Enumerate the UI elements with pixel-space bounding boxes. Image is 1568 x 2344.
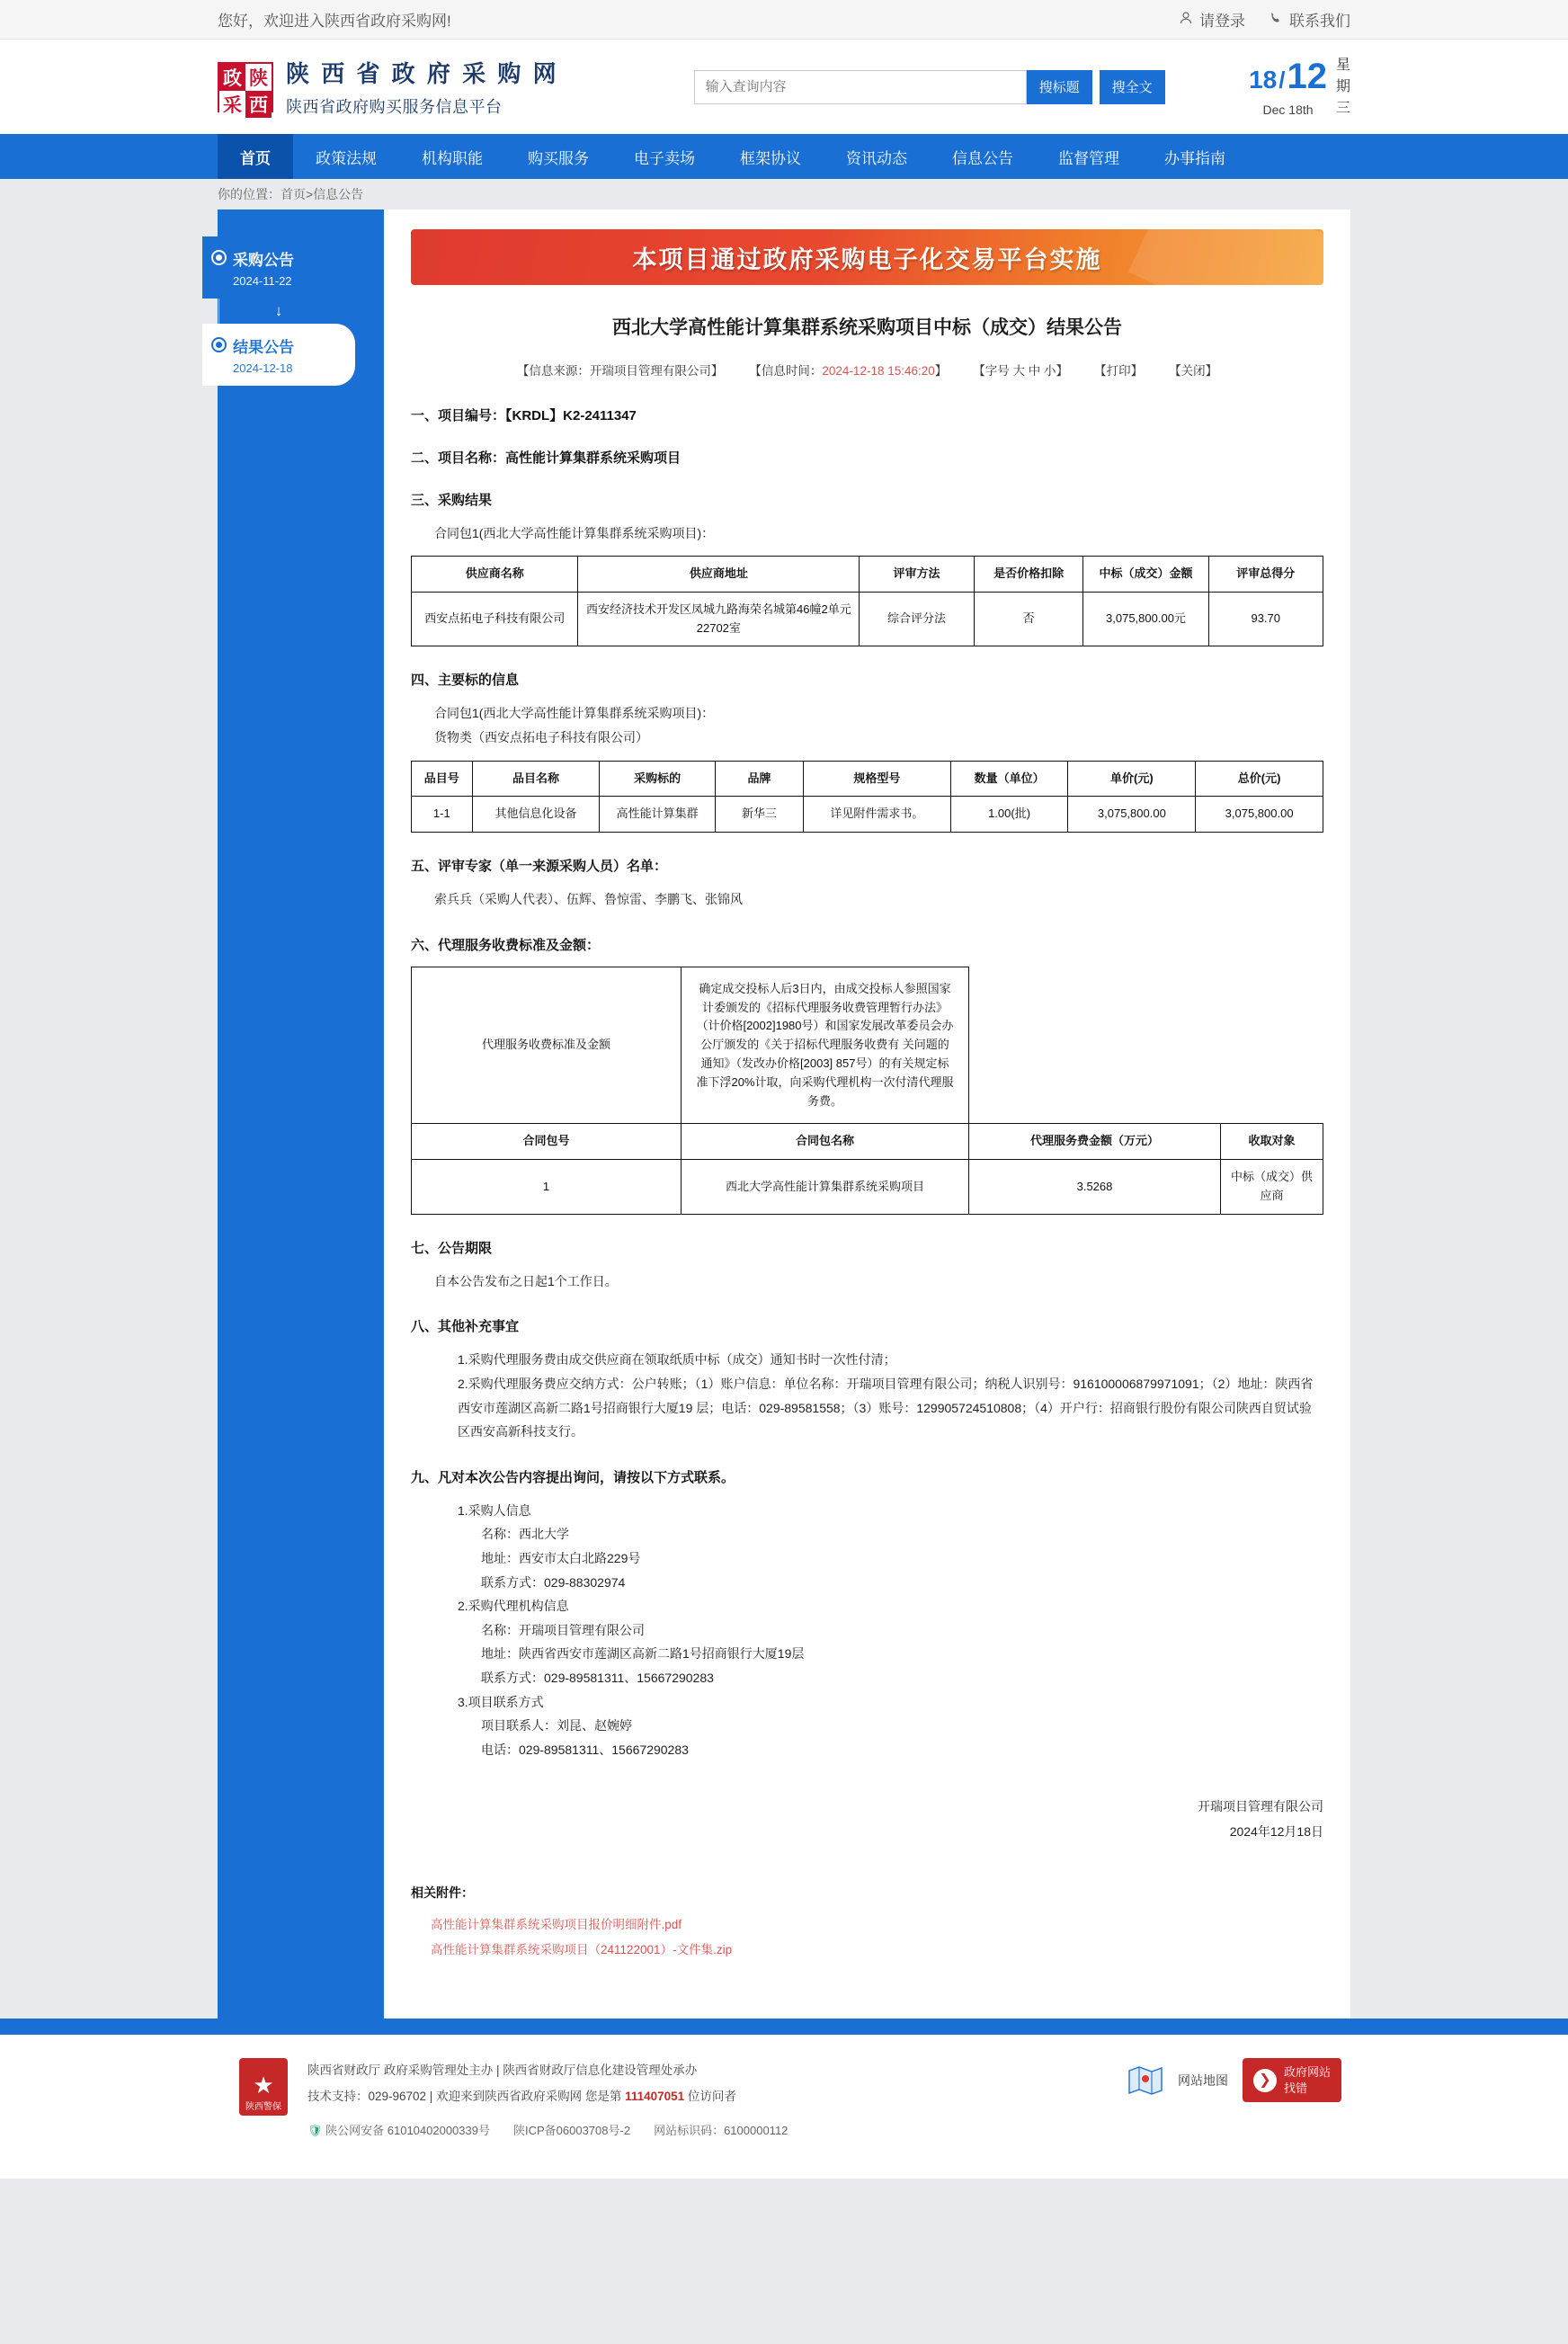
gov-badge-line1: 政府网站 — [1283, 2065, 1331, 2080]
banner-text: 本项目通过政府采购电子化交易平台实施 — [632, 245, 1102, 274]
police-record-label: 陕公网安备 61010402000339号 — [325, 2124, 490, 2138]
weekday-char-1: 星 — [1335, 57, 1350, 73]
footer-divider — [0, 2019, 1568, 2035]
section-other-matters: 八、其他补充事宜 — [411, 1319, 520, 1335]
td-total-score: 93.70 — [1208, 592, 1323, 646]
result-table — [411, 556, 1323, 646]
th-total-score: 评审总得分 — [1208, 557, 1323, 593]
breadcrumb-separator: > — [306, 187, 314, 201]
signature-company: 开瑞项目管理有限公司 — [1198, 1799, 1323, 1814]
date-english: Dec 18th — [1262, 102, 1314, 117]
td-item-name: 其他信息化设备 — [472, 797, 600, 833]
section-agency-fee: 六、代理服务收费标准及金额： — [411, 937, 601, 953]
sidebar-item-title: 采购公告 — [233, 252, 294, 269]
item-category-line: 货物类（西安点拓电子科技有限公司） — [434, 730, 648, 745]
section-result: 三、采购结果 — [411, 492, 493, 508]
font-size-control[interactable]: 【字号 大 中 小】 — [973, 363, 1069, 378]
th-fee-amount: 代理服务费金额（万元） — [969, 1124, 1221, 1160]
attachments-list — [411, 1914, 1323, 1957]
platform-banner — [411, 229, 1323, 285]
td-fee-text: 确定成交投标人后3日内，由成交投标人参照国家计委颁发的《招标代理服务收费管理暂行办法》（计价格[2002]1980号）和国家发展改革委员会办公厅颁发的《关于招标代理服务收费有 关问题的通知》（发改办价格[2003] 857号）的有关规定标准下浮20%计取，向采购代理机构一次付清代理服务费。 — [682, 967, 969, 1124]
td-package-no: 1 — [412, 1160, 682, 1215]
contact-purchaser-tel: 联系方式：029-88302974 — [481, 1574, 626, 1590]
td-fee-amount: 3.5268 — [969, 1160, 1221, 1215]
sidebar-item-result-notice[interactable] — [202, 324, 355, 386]
th-supplier-address: 供应商地址 — [578, 557, 860, 593]
weekday-char-3: 三 — [1335, 100, 1350, 116]
section-notice-period: 七、公告期限 — [411, 1240, 493, 1256]
table-row — [412, 967, 1323, 1124]
nav-item-framework[interactable]: 框架协议 — [740, 149, 801, 167]
logo-char-4: 西 — [245, 91, 272, 118]
meta-source-end: 】 — [710, 363, 724, 378]
table-header-row — [412, 761, 1323, 797]
icp-link[interactable]: 陕ICP备06003708号-2 — [512, 2124, 631, 2138]
article-content — [384, 209, 1350, 2019]
td-fee-label: 代理服务收费标准及金额 — [412, 967, 682, 1124]
td-package-name: 西北大学高性能计算集群系统采购项目 — [682, 1160, 969, 1215]
login-label: 请登录 — [1199, 13, 1245, 30]
th-quantity: 数量（单位） — [950, 761, 1068, 797]
nav-item-functions[interactable]: 机构职能 — [422, 149, 483, 167]
contact-link[interactable] — [1269, 8, 1350, 31]
police-shield-icon: ★ 陕西警保 — [239, 2058, 288, 2116]
site-name: 陕 西 省 政 府 采 购 网 — [286, 60, 559, 87]
attachment-link-zip[interactable]: 高性能计算集群系统采购项目（241122001）-文件集.zip — [431, 1943, 733, 1957]
login-link[interactable] — [1179, 8, 1245, 31]
section-contact: 九、凡对本次公告内容提出询问，请按以下方式联系。 — [411, 1469, 735, 1485]
footer-support-prefix: 技术支持：029-96702 | 欢迎来到陕西省政府采购网 您是第 — [307, 2089, 626, 2103]
table-row — [412, 797, 1323, 833]
date-slash: / — [1278, 67, 1286, 94]
contact-purchaser-address: 地址：西安市太白北路229号 — [481, 1550, 641, 1565]
close-button[interactable]: 【关闭】 — [1169, 363, 1218, 378]
search-input[interactable] — [694, 70, 1027, 104]
result-package-line: 合同包1(西北大学高性能计算集群系统采购项目)： — [434, 525, 715, 540]
meta-time-label: 【信息时间： — [749, 363, 823, 378]
attachment-link-pdf[interactable]: 高性能计算集群系统采购项目报价明细附件.pdf — [431, 1918, 682, 1932]
item-package-line: 合同包1(西北大学高性能计算集群系统采购项目)： — [434, 706, 715, 721]
logo-char-3: 采 — [219, 91, 245, 118]
td-brand: 新华三 — [715, 797, 803, 833]
police-badge-label: 陕西警保 — [245, 2102, 281, 2113]
expert-names: 索兵兵（采购人代表）、伍辉、鲁惊雷、李鹏飞、张锦风 — [434, 892, 743, 907]
meta-source-label: 【信息来源： — [516, 363, 590, 378]
th-model: 规格型号 — [804, 761, 951, 797]
attachments-title: 相关附件： — [411, 1885, 474, 1901]
contact-label: 联系我们 — [1289, 13, 1350, 30]
td-unit-price: 3,075,800.00 — [1068, 797, 1196, 833]
date-widget — [1249, 55, 1350, 120]
th-item-no: 品目号 — [412, 761, 473, 797]
breadcrumb-current: 信息公告 — [313, 187, 364, 201]
meta-time: 2024-12-18 15:46:20 — [822, 363, 935, 378]
section-main-items: 四、主要标的信息 — [411, 673, 520, 689]
weekday-char-2: 期 — [1335, 78, 1350, 94]
article-meta — [411, 361, 1323, 379]
breadcrumb-prefix: 你的位置： — [218, 187, 281, 201]
logo-mark-icon — [218, 62, 273, 116]
meta-source: 开瑞项目管理有限公司 — [589, 363, 711, 378]
signature-date: 2024年12月18日 — [1229, 1824, 1323, 1840]
sidebar-item-date: 2024-12-18 — [233, 361, 293, 375]
section-project-name: 二、项目名称：高性能计算集群系统采购项目 — [411, 450, 682, 466]
nav-item-guide[interactable]: 办事指南 — [1164, 149, 1225, 167]
site-logo[interactable] — [218, 56, 559, 118]
fee-table — [411, 967, 1323, 1215]
main-nav — [0, 134, 1568, 179]
contact-project-person: 项目联系人：刘昆、赵婉婷 — [481, 1718, 632, 1733]
site-header — [0, 40, 1568, 134]
map-icon — [1127, 2065, 1163, 2096]
td-quantity: 1.00(批) — [950, 797, 1068, 833]
site-subtitle: 陕西省政府购买服务信息平台 — [286, 98, 503, 116]
sidebar — [218, 209, 384, 2019]
arrow-down-icon: ↓ — [274, 302, 283, 319]
th-brand: 品牌 — [715, 761, 803, 797]
th-award-amount: 中标（成交）金额 — [1083, 557, 1208, 593]
signature-block — [411, 1794, 1323, 1844]
date-month: 12 — [1287, 57, 1327, 96]
th-fee-payer: 收取对象 — [1221, 1124, 1323, 1160]
sidebar-item-procurement-notice[interactable] — [202, 236, 355, 299]
table-row — [412, 592, 1323, 646]
td-item-no: 1-1 — [412, 797, 473, 833]
visitor-count: 111407051 — [625, 2089, 685, 2103]
weekday-block — [1336, 55, 1350, 120]
user-icon — [1179, 11, 1193, 28]
th-item-target: 采购标的 — [600, 761, 716, 797]
search-area — [694, 70, 1165, 104]
table-header-row — [412, 1124, 1323, 1160]
logo-char-2: 陕 — [245, 64, 272, 91]
logo-char-1: 政 — [219, 64, 245, 91]
contact-agency-tel: 联系方式：029-89581311、15667290283 — [481, 1670, 714, 1685]
gov-seal-icon: ❯ — [1253, 2069, 1277, 2092]
contact-purchaser-name: 名称：西北大学 — [481, 1527, 569, 1542]
search-fulltext-button[interactable]: 搜全文 — [1100, 70, 1165, 104]
police-record-link[interactable] — [307, 2118, 490, 2143]
section-experts: 五、评审专家（单一来源采购人员）名单： — [411, 859, 668, 875]
contact-project-tel: 电话：029-89581311、15667290283 — [481, 1742, 689, 1757]
nav-item-policy[interactable]: 政策法规 — [316, 149, 377, 167]
sidebar-item-title: 结果公告 — [233, 339, 294, 356]
table-header-row — [412, 557, 1323, 593]
meta-time-end: 】 — [934, 363, 948, 378]
item-table — [411, 761, 1323, 833]
td-model: 详见附件需求书。 — [804, 797, 951, 833]
search-title-button[interactable]: 搜标题 — [1027, 70, 1092, 104]
nav-item-news[interactable]: 资讯动态 — [846, 149, 907, 167]
table-row — [412, 1160, 1323, 1215]
td-supplier-address: 西安经济技术开发区凤城九路海荣名城第46幢2单元22702室 — [578, 592, 860, 646]
other-matters-2: 2.采购代理服务费应交纳方式：公户转账；（1）账户信息：单位名称：开瑞项目管理有限公司；纳税人识别号：916100006879971091；（2）地址：陕西省西安市莲湖区高新二路1号招商银行大厦19 层；电话：029-89581558；（3）账号：129905724510808；（4）开户行：招商银行股份有限公司陕西自贸试验区西安高新科技支行。 — [458, 1377, 1314, 1439]
section-project-number: 一、项目编号：【KRDL】K2-2411347 — [411, 407, 637, 423]
footer-org-line: 陕西省财政厅 政府采购管理处主办 | 陕西省财政厅信息化建设管理处承办 — [307, 2063, 698, 2078]
nav-item-emall[interactable]: 电子卖场 — [634, 149, 695, 167]
td-price-deduction: 否 — [974, 592, 1083, 646]
gov-badge-line2: 找错 — [1283, 2081, 1307, 2095]
police-icon: 🛡 — [307, 2124, 323, 2138]
greeting-text: 您好，欢迎进入陕西省政府采购网! — [218, 13, 451, 30]
footer-support-line — [307, 2084, 788, 2109]
nav-item-notice[interactable]: 信息公告 — [952, 149, 1013, 167]
other-matters-1: 1.采购代理服务费由成交供应商在领取纸质中标（成交）通知书时一次性付清； — [458, 1352, 896, 1368]
date-day: 18 — [1249, 66, 1278, 94]
nav-item-services[interactable]: 购买服务 — [528, 149, 589, 167]
footer-support-suffix: 位访问者 — [684, 2089, 736, 2103]
breadcrumb — [218, 179, 1350, 209]
th-review-method: 评审方法 — [860, 557, 974, 593]
breadcrumb-home[interactable]: 首页 — [281, 187, 306, 201]
page-body — [218, 209, 1350, 2019]
site-footer — [0, 2035, 1568, 2179]
contact-agency-name: 名称：开瑞项目管理有限公司 — [481, 1622, 645, 1637]
th-item-name: 品目名称 — [472, 761, 600, 797]
nav-item-supervise[interactable]: 监督管理 — [1058, 149, 1119, 167]
td-award-amount: 3,075,800.00元 — [1083, 592, 1208, 646]
contact-project-title: 3.项目联系方式 — [458, 1694, 544, 1709]
contact-purchaser-title: 1.采购人信息 — [458, 1502, 531, 1518]
sidebar-item-date: 2024-11-22 — [233, 274, 292, 288]
td-item-target: 高性能计算集群 — [600, 797, 716, 833]
th-price-deduction: 是否价格扣除 — [974, 557, 1083, 593]
th-total-price: 总价(元) — [1196, 761, 1323, 797]
td-total-price: 3,075,800.00 — [1196, 797, 1323, 833]
td-review-method: 综合评分法 — [860, 592, 974, 646]
td-fee-payer: 中标（成交）供应商 — [1221, 1160, 1323, 1215]
site-code: 网站标识码：6100000112 — [654, 2124, 788, 2138]
th-package-name: 合同包名称 — [682, 1124, 969, 1160]
contact-agency-address: 地址：陕西省西安市莲湖区高新二路1号招商银行大厦19层 — [481, 1646, 805, 1662]
gov-website-feedback-badge[interactable] — [1243, 2058, 1341, 2102]
th-supplier-name: 供应商名称 — [412, 557, 578, 593]
td-supplier-name: 西安点拓电子科技有限公司 — [412, 592, 578, 646]
bullet-icon — [213, 339, 225, 351]
nav-item-home[interactable]: 首页 — [218, 134, 293, 179]
contact-agency-title: 2.采购代理机构信息 — [458, 1599, 569, 1614]
th-package-no: 合同包号 — [412, 1124, 682, 1160]
bullet-icon — [213, 252, 225, 263]
th-unit-price: 单价(元) — [1068, 761, 1196, 797]
sitemap-link[interactable]: 网站地图 — [1177, 2072, 1228, 2088]
print-button[interactable]: 【打印】 — [1094, 363, 1144, 378]
top-utility-bar — [0, 0, 1568, 40]
phone-icon — [1269, 11, 1283, 28]
notice-period-text: 自本公告发布之日起1个工作日。 — [434, 1273, 618, 1288]
page-title: 西北大学高性能计算集群系统采购项目中标（成交）结果公告 — [612, 317, 1122, 338]
